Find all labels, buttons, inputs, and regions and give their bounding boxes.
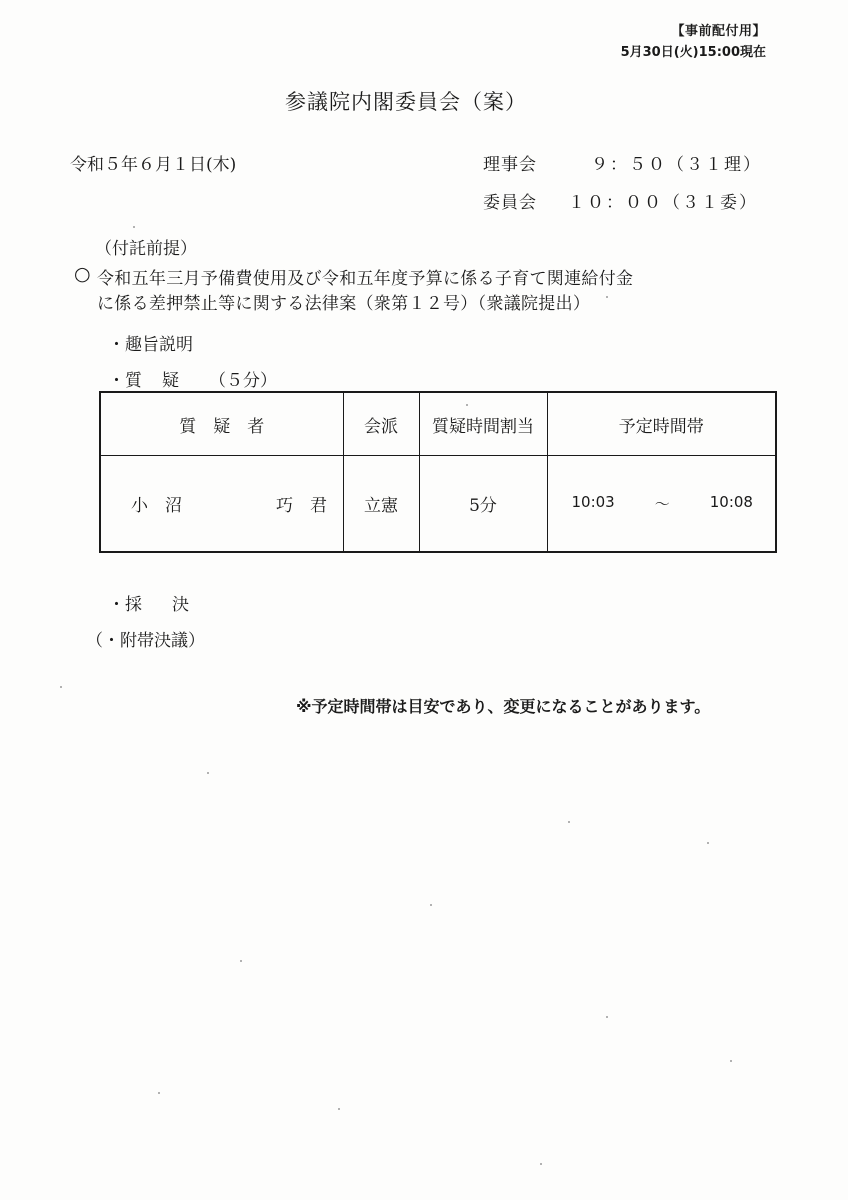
vote-item: [108, 590, 189, 615]
scan-speck: [606, 1016, 608, 1018]
committee-meeting-time: １０：００（３１委）: [568, 193, 758, 213]
header-questioner: 質 疑 者: [100, 392, 343, 456]
scan-speck: [338, 1108, 340, 1110]
committee-meeting-label: 委員会: [483, 193, 537, 213]
header-faction: 会派: [343, 392, 419, 456]
questioning-schedule-table: [99, 391, 777, 553]
scan-speck: [158, 1092, 160, 1094]
vote-prefix: ・採: [108, 595, 142, 615]
scan-speck: [133, 226, 135, 228]
table-row: [100, 456, 776, 553]
slot-end: 10:08: [709, 493, 753, 511]
questioning-item: [108, 366, 277, 391]
slot-start: 10:03: [571, 493, 615, 511]
directors-meeting-label: 理事会: [483, 155, 537, 175]
scan-speck: [606, 296, 608, 298]
meeting-date: 令和５年６月１日(木): [70, 155, 237, 175]
vote-char: 決: [172, 595, 189, 615]
scheduled-slot-cell: [547, 456, 776, 553]
as-of-timestamp: 5月30日(火)15:00現在: [620, 45, 766, 60]
directors-meeting-time: ９：５０（３１理）: [591, 155, 762, 175]
scan-speck: [540, 1163, 542, 1165]
faction-cell: 立憲: [343, 456, 419, 553]
header-allotted-time: 質疑時間割当: [419, 392, 547, 456]
questioning-prefix: ・質: [108, 371, 142, 391]
schedule-disclaimer-note: ※予定時間帯は目安であり、変更になることがあります。: [296, 697, 711, 716]
bill-marker: ○: [74, 263, 91, 285]
questioner-surname: 小 沼: [131, 496, 182, 516]
scan-speck: [60, 686, 62, 688]
advance-distribution-tag: 【事前配付用】: [671, 24, 766, 39]
scan-speck: [430, 904, 432, 906]
bill-title-line-2: に係る差押禁止等に関する法律案（衆第１２号）（衆議院提出）: [97, 294, 591, 314]
questioner-name: [100, 456, 343, 553]
referral-premise: （付託前提）: [95, 239, 197, 259]
scan-speck: [207, 772, 209, 774]
scan-speck: [240, 960, 242, 962]
table-header-row: [100, 392, 776, 456]
scan-speck: [466, 404, 468, 406]
bill-title-line-1: 令和五年三月予備費使用及び令和五年度予算に係る子育て関連給付金: [97, 269, 634, 289]
slot-tilde: ～: [654, 495, 670, 513]
header-scheduled-slot: 予定時間帯: [547, 392, 776, 456]
questioning-duration: （５分）: [209, 371, 277, 391]
questioning-char: 疑: [162, 371, 179, 391]
scan-speck: [568, 821, 570, 823]
purpose-explanation-item: ・趣旨説明: [108, 335, 193, 355]
scan-speck: [730, 1060, 732, 1062]
questioner-given-name: 巧 君: [276, 496, 327, 516]
document-title: 参議院内閣委員会（案）: [285, 90, 527, 114]
allotted-time-cell: 5分: [419, 456, 547, 553]
supplementary-resolution-item: （・附帯決議）: [86, 631, 205, 651]
scan-speck: [707, 842, 709, 844]
